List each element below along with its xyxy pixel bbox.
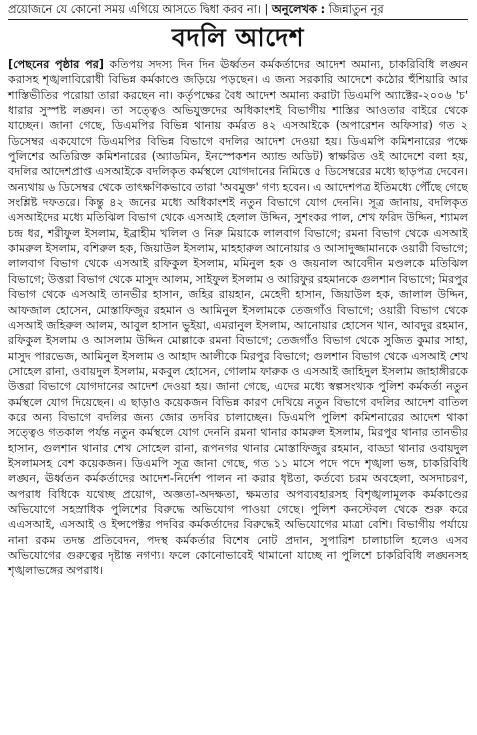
credit-name: জিন্নাতুন নূর — [328, 3, 384, 16]
previous-article-text: প্রয়োজনে যে কোনো সময় এগিয়ে আসতে দ্বিধা করব না। — [8, 3, 261, 16]
previous-article-tail: প্রয়োজনে যে কোনো সময় এগিয়ে আসতে দ্বিধা করব না। | অনুলেখক : জিন্নাতুন নূর — [8, 2, 468, 20]
continued-tag: [পেছনের পৃষ্ঠার পর] — [8, 58, 104, 71]
credit-label: অনুলেখক : — [271, 3, 326, 16]
article-headline: বদলি আদেশ — [171, 23, 305, 52]
article-body-text: কতিপয় সদস্য দিন দিন ঊর্ধ্বতন কর্মকর্তাদের আদেশ অমান্য, চাকরিবিধি লঙ্ঘন করাসহ শৃঙ্খলাবিরোধী বিভিন্ন কর্মকাণ্ডে জড়িয়ে পড়ছেন। এ জন্য সরকারি আদেশে কঠোর হুঁশিয়ারি আর শাস্তিভীতির পরোয়া তারা করছেন না। কর্তৃপক্ষের বৈধ আদেশ অমান্য করাটা ডিএমপি অ্যাক্টের-২০০৬ 'চ' ধারার সুস্পষ্ট লঙ্ঘন। তা সত্ত্বেও অভিযুক্তদের অধিকাংশই বিভাগীয় শাস্তির আওতার বাইরে থেকে যাচ্ছেন। জানা গেছে, ডিএমপির বিভিন্ন থানায় কর্মরত ৪২ এসআইকে (অপারেশন অফিসার) গত ২ ডিসেম্বর একযোগে ডিএমপির বিভিন্ন বিভাগে বদলির আদেশ দেওয়া হয়। ডিএমপি কমিশনারের পক্ষে পুলিশের অতিরিক্ত কমিশনারের (অ্যাডমিন, ইনস্পেকশন অ্যান্ড অডিট) স্বাক্ষরিত ওই আদেশে বলা হয়, বদলির আদেশপ্রাপ্ত এসআইকে বদলিকৃত কর্মস্থলে যোগদানের নিমিত্তে ৫ ডিসেম্বরের মধ্যে ছাড়পত্র দেবেন। অন্যথায় ৬ ডিসেম্বর থেকে তাৎক্ষণিকভাবে তারা 'অবমুক্ত' গণ্য হবেন। এ আদেশপত্র ইতিমধ্যে পৌঁছে গেছে সংশ্লিষ্ট দফতরে। কিন্তু ৪২ জনের মধ্যে অধিকাংশই নতুন বিভাগে যোগ দেননি। সূত্র জানায়, বদলিকৃত এসআইদের মধ্যে মতিঝিল বিভাগ থেকে এসআই হেলাল উদ্দিন, সুশংকর পাল, শেখ ফরিদ উদ্দিন, শ্যামল চন্দ্র ধর, শরীফুল ইসলাম, ইব্রাহীম খলিল ও নিরু মিয়াকে লালবাগ বিভাগে; রমনা বিভাগ থেকে এসআই কামরুল ইসলাম, বশিরুল হক, জিয়াউল ইসলাম, মাহহারুল আনোয়ার ও আসাদুজ্জামানকে ওয়ারী বিভাগে; লালবাগ বিভাগ থেকে এসআই রফিকুল ইসলাম, মমিনুল হক ও জয়নাল আবেদীন মণ্ডলকে মতিঝিল বিভাগে; উত্তরা বিভাগ থেকে মাসুদ আলম, সাইফুল ইসলাম ও আরিফুর রহমানকে গুলশান বিভাগে; মিরপুর বিভাগ থেকে এসআই তানভীর হাসান, জহির রায়হান, মেহেদী হাসান, জিয়াউল হক, জালাল উদ্দিন, আফজাল হোসেন, মোস্তাফিজুর রহমান ও আমিনুল ইসলামকে তেজগাঁও বিভাগে; ওয়ারী বিভাগ থেকে এসআই জহিরুল আলম, আবুল হাসান ভুইয়া, এমরানুল ইসলাম, আনোয়ার হোসেন খান, আবদুর রহমান, রফিকুল ইসলাম ও আসলাম উদ্দিন মোল্লাকে রমনা বিভাগে; তেজগাঁও বিভাগ থেকে সুজিত কুমার সাহা, মাসুদ পারভেজ, আমিনুল ইসলাম ও আহাদ আলীকে মিরপুর বিভাগে; গুলশান বিভাগ থেকে এসআই শেখ সোহেল রানা, ওবায়দুল ইসলাম, মকবুল হোসেন, গোলাম ফারুক ও এসআই জাহিদুল ইসলাম জাহাঙ্গীরকে উত্তরা বিভাগে যোগদানের আদেশ দেওয়া হয়। জানা গেছে, এদের মধ্যে স্বল্পসংখ্যক পুলিশ কর্মকর্তা নতুন কর্মস্থলে যোগ দিয়েছেন। এ ছাড়াও কয়েকজন বিভিন্ন কারণ দেখিয়ে নতুন বিভাগে বদলির আদেশ বাতিল করে অন্য বিভাগে বদলির জন্য জোর তদবির চালাচ্ছেন। ডিএমপি পুলিশ কমিশনারের আদেশ থাকা সত্ত্বেও গতকাল পর্যন্ত নতুন কর্মস্থলে যোগ দেননি রমনা থানার কামরুল ইসলাম, মিরপুর থানার তানভীর হাসান, গুলশান থানার শেখ সোহেল রানা, রূপনগর থানার মোস্তাফিজুর রহমান, বাড্ডা থানার ওবায়দুল ইসলামসহ বেশ কয়েকজন। ডিএমপি সূত্র জানা গেছে, গত ১১ মাসে পদে পদে শৃঙ্খলা ভঙ্গ, চাকরিবিধি লঙ্ঘন, ঊর্ধ্বতন কর্মকর্তাদের আদেশ-নির্দেশ পালন না করার ধৃষ্টতা, কর্তব্যে চরম অবহেলা, অসদাচরণ, অপরাধ বিধিকে যথেচ্ছ প্রয়োগ, অজ্ঞতা-অদক্ষতা, ক্ষমতার অপব্যবহারসহ বিশৃঙ্খলামূলক কর্মকাণ্ডের অভিযোগে সহস্রাধিক পুলিশের বিরুদ্ধে অভিযোগ পাওয়া গেছে। পুলিশ কনস্টেবল থেকে শুরু করে এএসআই, এসআই ও ইন্সপেক্টর পদবির কর্মকর্তাদের বিরুদ্ধেই অভিযোগের মাত্রা বেশি। বিভাগীয় পর্যায়ে নানা রকম তদন্ত প্রতিবেদন, পদস্থ কর্মকর্তার বিশেষ নোট প্রদান, সুপারিশ চালাচালি হলেও এসব অভিযোগের গুরুত্বের দৃষ্টান্ত নগণ্য। ফলে কোনোভাবেই থামানো যাচ্ছে না পুলিশে চাকরিবিধি লঙ্ঘনসহ শৃঙ্খলাভঙ্গের অপরাধ। — [8, 58, 468, 578]
article-body — [8, 57, 468, 579]
